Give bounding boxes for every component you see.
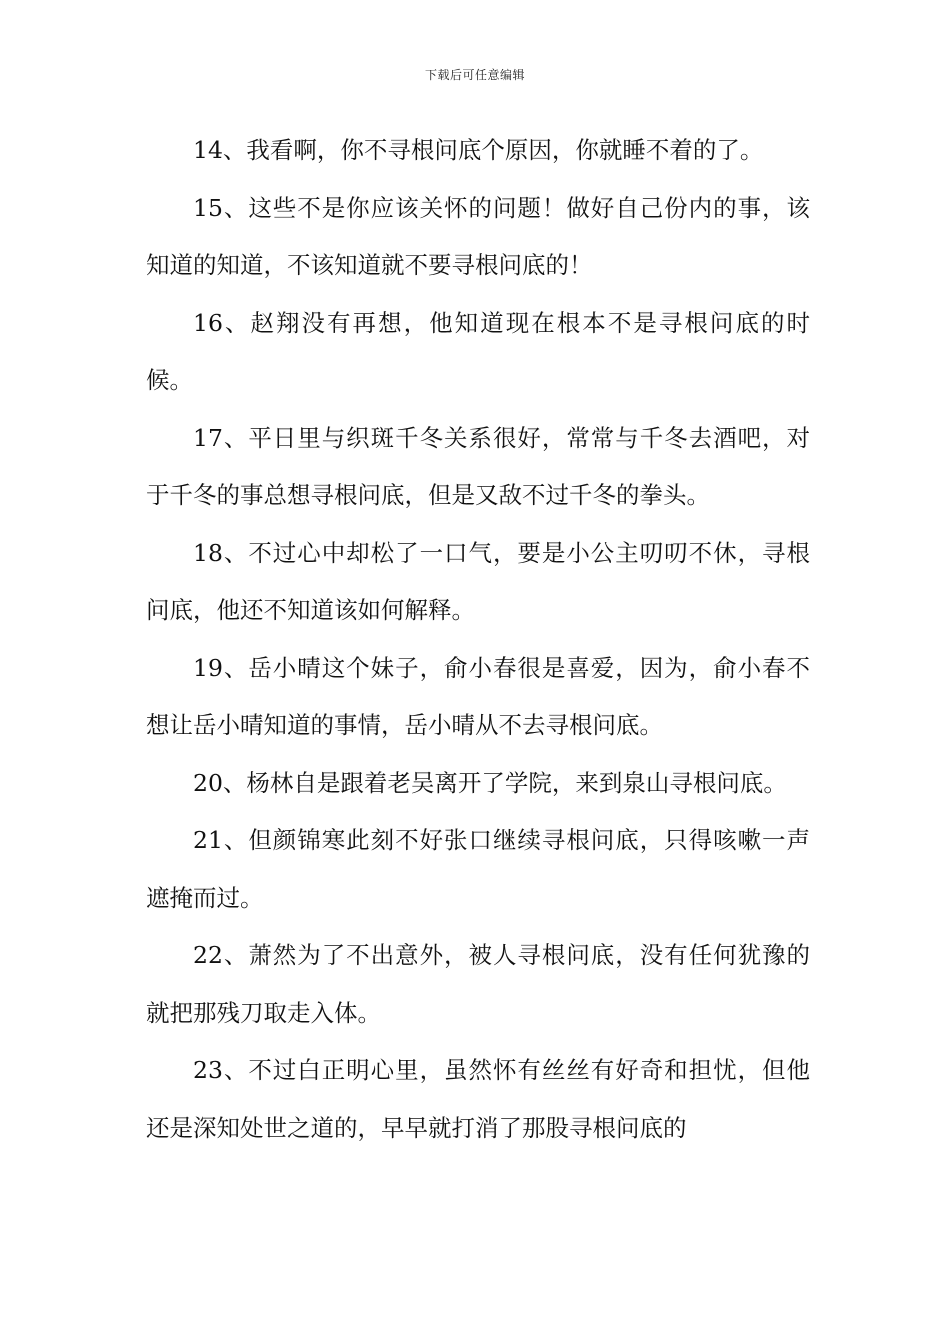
paragraph-21: 21、但颜锦寒此刻不好张口继续寻根问底，只得咳嗽一声遮掩而过。	[146, 826, 810, 912]
page-header: 下载后可任意编辑	[424, 68, 525, 82]
document-body	[146, 122, 810, 1157]
paragraph-18: 18、不过心中却松了一口气，要是小公主叨叨不休，寻根问底，他还不知道该如何解释。	[146, 538, 810, 624]
paragraph-19: 19、岳小晴这个妹子，俞小春很是喜爱，因为，俞小春不想让岳小晴知道的事情，岳小晴从不去寻根问底。	[146, 653, 810, 739]
paragraph-20: 20、杨林自是跟着老吴离开了学院，来到泉山寻根问底。	[193, 768, 787, 797]
paragraph-17: 17、平日里与织斑千冬关系很好，常常与千冬去酒吧，对于千冬的事总想寻根问底，但是又敌不过千冬的拳头。	[146, 423, 810, 509]
paragraph-16: 16、赵翔没有再想，他知道现在根本不是寻根问底的时候。	[146, 308, 810, 394]
paragraph-22: 22、萧然为了不出意外，被人寻根问底，没有任何犹豫的就把那残刀取走入体。	[146, 941, 810, 1027]
paragraph-14: 14、我看啊，你不寻根问底个原因，你就睡不着的了。	[193, 136, 764, 164]
paragraph-23: 23、不过白正明心里，虽然怀有丝丝有好奇和担忧，但他还是深知处世之道的，早早就打消了那股寻根问底的	[146, 1056, 810, 1142]
paragraph-15: 15、这些不是你应该关怀的问题！做好自己份内的事，该知道的知道，不该知道就不要寻根问底的！	[146, 193, 810, 279]
